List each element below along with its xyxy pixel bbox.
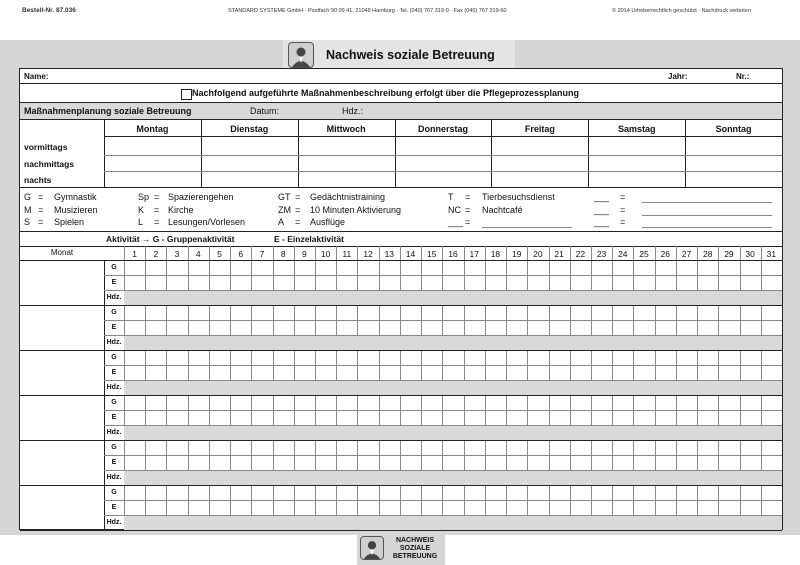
form-sheet (19, 68, 783, 530)
planning-title: Maßnahmenplanung soziale Betreuung (24, 106, 192, 116)
day-header-1: Dienstag (230, 124, 269, 134)
legend-code: ___ (594, 192, 610, 202)
legend-code: L (138, 217, 144, 227)
grid-divider (20, 485, 782, 486)
legend-code: K (138, 204, 145, 215)
legend-equals: = (465, 204, 471, 215)
legend-equals: = (465, 217, 471, 227)
grid-divider (20, 260, 782, 261)
day-number-24: 24 (618, 249, 628, 259)
checkbox-text: Nachfolgend aufgeführte Maßnahmenbeschreibung erfolgt über die Pflegeprozessplanung (192, 88, 580, 98)
legend-code: G (24, 192, 32, 202)
legend-equals: = (295, 217, 301, 227)
month-label: Monat (50, 248, 74, 257)
day-number-29: 29 (724, 249, 734, 259)
day-header-4: Freitag (524, 124, 555, 134)
hdz-row-shade (124, 471, 782, 485)
legend-equals: = (620, 192, 626, 202)
legend-text: Spazierengehen (168, 192, 234, 202)
legend-equals: = (38, 192, 44, 202)
day-number-1: 1 (132, 249, 137, 259)
day-number-27: 27 (681, 249, 692, 259)
day-number-2: 2 (153, 249, 159, 259)
legend-code: NC (448, 204, 461, 215)
legend-code: M (24, 204, 32, 215)
day-number-14: 14 (405, 249, 416, 259)
legend-equals: = (154, 204, 160, 215)
legend-blank-line (642, 227, 772, 228)
day-header-6: Sonntag (715, 124, 752, 134)
day-number-25: 25 (639, 249, 649, 259)
row-label: E (111, 414, 117, 421)
grid-divider (104, 500, 782, 501)
day-number-31: 31 (766, 249, 777, 259)
day-number-13: 13 (384, 249, 395, 259)
day-number-11: 11 (342, 249, 352, 259)
row-label: G (111, 354, 117, 361)
day-number-10: 10 (320, 249, 331, 259)
row-label: E (111, 459, 117, 466)
day-header-2: Mittwoch (326, 124, 366, 134)
legend-text: Gedächtnistraining (310, 192, 386, 202)
day-number-28: 28 (702, 249, 713, 259)
grid-divider (104, 320, 782, 321)
day-number-15: 15 (427, 249, 437, 259)
legend-code: ___ (594, 217, 610, 227)
grid-divider (20, 350, 782, 351)
grid-divider (20, 530, 782, 531)
day-number-12: 12 (363, 249, 373, 259)
grid-divider (20, 395, 782, 396)
company-info: STANDARD SYSTEME GmbH · Postfach 90 09 41, 21049 Hamburg · Tel. (040) 767 319-0 · Fax (040) 767 319-60 (228, 8, 507, 14)
day-number-19: 19 (511, 249, 522, 259)
day-number-21: 21 (554, 249, 564, 259)
caregiver-logo-icon (288, 42, 314, 68)
time-vormittags: vormittags (24, 142, 68, 152)
footer-line-2: SOZIALE (399, 545, 431, 552)
row-label: Hdz. (106, 294, 122, 301)
row-label: Hdz. (106, 429, 122, 436)
legend-text: Kirche (168, 204, 194, 215)
legend-code: Sp (138, 192, 150, 202)
row-label: E (111, 324, 117, 331)
time-nachmittags: nachmittags (24, 159, 75, 169)
legend-text: Musizieren (54, 204, 98, 215)
grid-divider (104, 455, 782, 456)
day-number-8: 8 (280, 249, 286, 259)
row-label: G (111, 444, 117, 451)
page-title: Nachweis soziale Betreuung (326, 48, 495, 62)
grid-divider (20, 440, 782, 441)
row-label: G (111, 264, 117, 271)
day-number-9: 9 (302, 249, 307, 259)
footer-line-3: BETREUUNG (392, 553, 438, 560)
legend-equals: = (465, 192, 471, 202)
footer-logo-icon (360, 536, 384, 560)
day-number-26: 26 (660, 249, 670, 259)
grid-divider (104, 410, 782, 411)
row-label: Hdz. (106, 474, 122, 481)
day-number-16: 16 (448, 249, 458, 259)
name-label: Name: (24, 72, 49, 81)
grid-divider (104, 365, 782, 366)
legend-equals: = (154, 192, 160, 202)
day-number-7: 7 (259, 249, 265, 259)
legend-text: Lesungen/Vorlesen (168, 217, 246, 227)
day-number-3: 3 (174, 249, 180, 259)
row-label: E (111, 504, 117, 511)
hdz-row-shade (124, 381, 782, 395)
legend-text: 10 Minuten Aktivierung (310, 204, 402, 215)
pflegeprozess-checkbox[interactable] (181, 89, 192, 100)
legend-equals: = (295, 204, 301, 215)
legend-text: Tierbesuchsdienst (482, 192, 555, 202)
row-label: E (111, 279, 117, 286)
copyright-note: © 2014 Urheberrechtlich geschützt · Nachdruck verboten (612, 8, 751, 14)
activity-group-label: Aktivität → G - Gruppenaktivität (106, 234, 235, 244)
day-number-6: 6 (238, 249, 244, 259)
legend-text: Gymnastik (54, 192, 97, 202)
day-number-17: 17 (469, 249, 479, 259)
time-nachts: nachts (24, 175, 52, 185)
day-number-30: 30 (745, 249, 755, 259)
day-number-22: 22 (575, 249, 586, 259)
legend-code: T (448, 192, 454, 202)
legend-code: S (24, 217, 31, 227)
nr-label: Nr.: (736, 72, 750, 81)
hdz-row-shade (124, 291, 782, 305)
day-number-23: 23 (596, 249, 607, 259)
order-number: Bestell-Nr. 87.036 (22, 7, 76, 14)
planning-hdz-label: Hdz.: (342, 106, 364, 116)
row-label: G (111, 309, 117, 316)
legend-blank-line (482, 227, 572, 228)
legend-blank-line (642, 202, 772, 203)
grid-divider (20, 305, 782, 306)
legend-text: Spielen (54, 217, 85, 227)
legend-text: Ausflüge (310, 217, 346, 227)
day-header-5: Samstag (617, 124, 656, 134)
legend-code: ZM (278, 204, 291, 215)
day-number-5: 5 (217, 249, 222, 259)
legend-code: ___ (594, 204, 610, 215)
hdz-row-shade (124, 426, 782, 440)
planning-date-label: Datum: (250, 106, 280, 116)
footer-title (387, 537, 443, 561)
footer-line-1: NACHWEIS (395, 537, 435, 544)
year-label: Jahr: (668, 72, 688, 81)
legend-equals: = (38, 217, 44, 227)
hdz-row-shade (124, 336, 782, 350)
day-number-18: 18 (490, 249, 501, 259)
legend-equals: = (620, 204, 626, 215)
legend-equals: = (154, 217, 160, 227)
legend-code: ___ (448, 217, 464, 227)
row-label: G (111, 399, 117, 406)
day-header-0: Montag (136, 124, 169, 134)
row-label: Hdz. (106, 339, 122, 346)
legend-code: A (278, 217, 285, 227)
legend-blank-line (642, 215, 772, 216)
legend-equals: = (620, 217, 626, 227)
hdz-row-shade (124, 516, 782, 530)
legend-text: Nachtcafé (482, 204, 523, 215)
row-label: G (111, 489, 117, 496)
legend-code: GT (278, 192, 291, 202)
row-label: E (111, 369, 117, 376)
row-label: Hdz. (106, 519, 122, 526)
day-number-20: 20 (533, 249, 543, 259)
day-header-3: Donnerstag (417, 124, 468, 134)
row-label: Hdz. (106, 384, 122, 391)
activity-single-label: E - Einzelaktivität (274, 234, 344, 244)
day-number-4: 4 (195, 249, 201, 259)
legend-equals: = (38, 204, 44, 215)
grid-divider (104, 275, 782, 276)
legend-equals: = (295, 192, 301, 202)
